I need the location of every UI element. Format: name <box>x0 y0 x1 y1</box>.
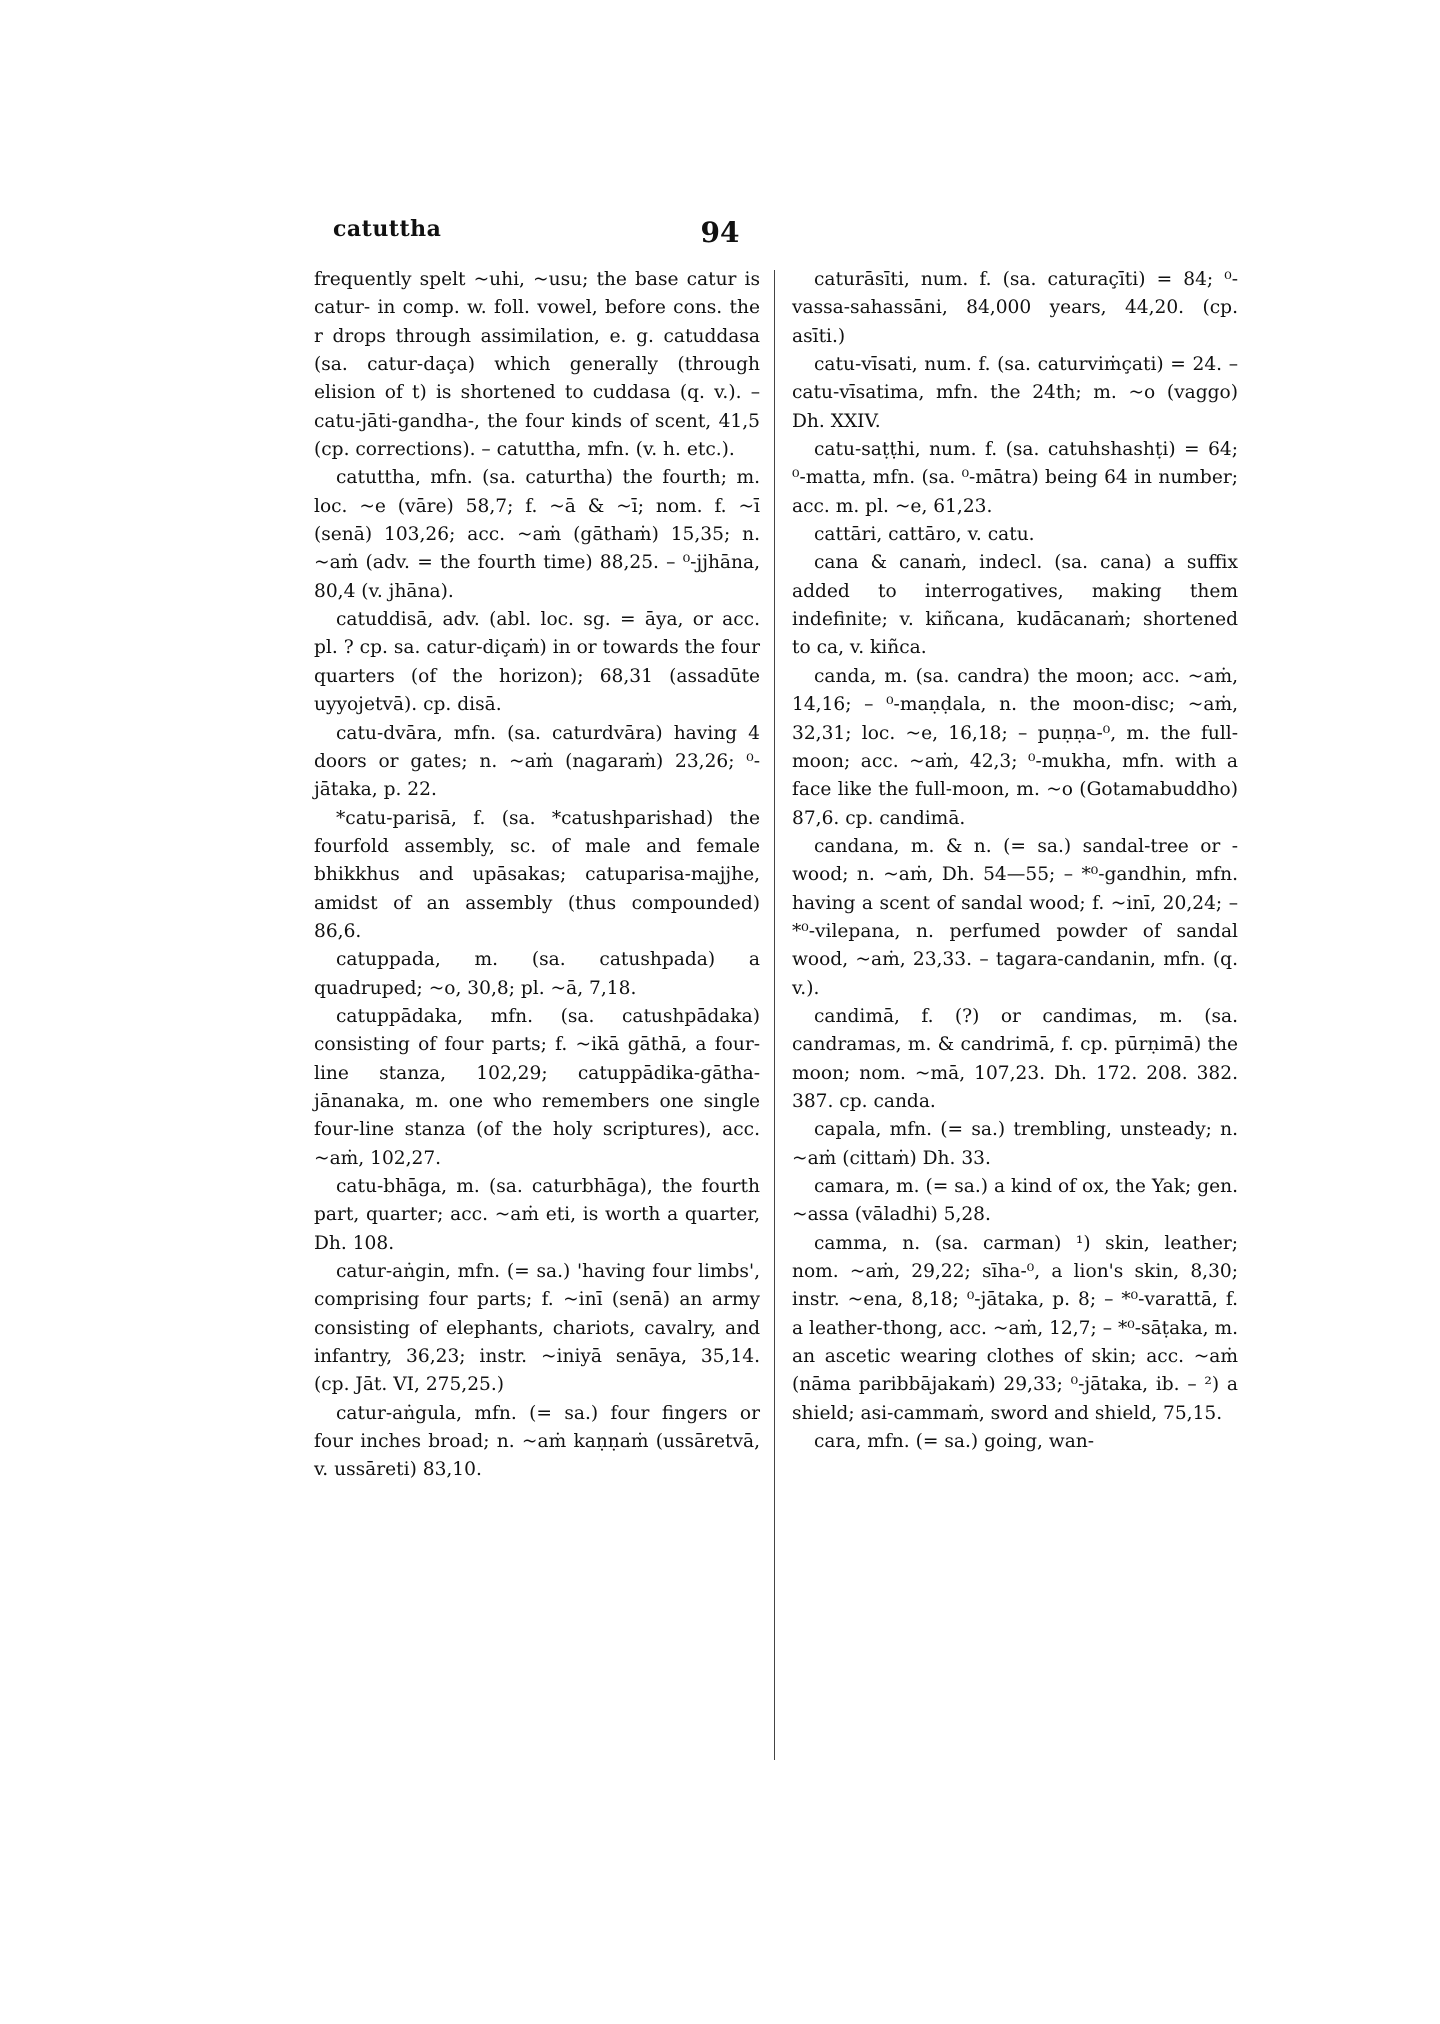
dictionary-entry: catu-vīsati, num. f. (sa. caturviṁçati) = 24. – catu-vīsatima, mfn. the 24th; m. ~o (vaggo) Dh. XXIV. <box>792 354 1238 432</box>
dictionary-entry: cana & canaṁ, indecl. (sa. cana) a suffix added to interrogatives, making them indefinite; v. kiñcana, kudācanaṁ; shortened to ca, v. kiñca. <box>792 552 1238 659</box>
dictionary-entry: cattāri, cattāro, v. catu. <box>814 524 1035 546</box>
dictionary-entry: catuppādaka, mfn. (sa. catushpādaka) consisting of four parts; f. ~ikā gāthā, a four-line stanza, 102,29; catuppādika-gātha-jānanaka, m. one who remembers one single four-line stanza (of the holy scriptures), acc. ~aṁ, 102,27. <box>314 1005 760 1169</box>
running-head: catuttha <box>333 216 442 242</box>
dictionary-entry: cara, mfn. (= sa.) going, wan- <box>814 1431 1095 1453</box>
dictionary-entry: catuttha, mfn. (sa. caturtha) the fourth; m. loc. ~e (vāre) 58,7; f. ~ā & ~ī; nom. f. ~ī (senā) 103,26; acc. ~aṁ (gāthaṁ) 15,35; n. ~aṁ (adv. = the fourth time) 88,25. – ⁰-jjhāna, 80,4 (v. jhāna). <box>314 467 760 602</box>
dictionary-entry: catur-aṅgin, mfn. (= sa.) 'having four limbs', comprising four parts; f. ~inī (senā) an army consisting of elephants, chariots, cavalry, and infantry, 36,23; instr. ~iniyā senāya, 35,14. (cp. Jāt. VI, 275,25.) <box>314 1261 760 1396</box>
dictionary-entry: catu-dvāra, mfn. (sa. caturdvāra) having 4 doors or gates; n. ~aṁ (nagaraṁ) 23,26; ⁰-jātaka, p. 22. <box>314 722 760 801</box>
left-column <box>314 266 760 1485</box>
dictionary-entry: frequently spelt ~uhi, ~usu; the base catur is catur- in comp. w. foll. vowel, before cons. the r drops through assimilation, e. g. catuddasa (sa. catur-daça) which generally (through elision of t) is shortened to cuddasa (q. v.). – catu-jāti-gandha-, the four kinds of scent, 41,5 (cp. corrections). – catuttha, mfn. (v. h. etc.). <box>314 269 760 461</box>
column-divider <box>774 270 775 1760</box>
dictionary-entry: catur-aṅgula, mfn. (= sa.) four fingers or four inches broad; n. ~aṁ kaṇṇaṁ (ussāretvā, v. ussāreti) 83,10. <box>314 1402 760 1481</box>
dictionary-entry: camma, n. (sa. carman) ¹) skin, leather; nom. ~aṁ, 29,22; sīha-⁰, a lion's skin, 8,30; instr. ~ena, 8,18; ⁰-jātaka, p. 8; – *⁰-varattā, f. a leather-thong, acc. ~aṁ, 12,7; – *⁰-sāṭaka, m. an ascetic wearing clothes of skin; acc. ~aṁ (nāma paribbājakaṁ) 29,33; ⁰-jātaka, ib. – ²) a shield; asi-cammaṁ, sword and shield, 75,15. <box>792 1232 1238 1424</box>
dictionary-entry: candana, m. & n. (= sa.) sandal-tree or -wood; n. ~aṁ, Dh. 54—55; – *⁰-gandhin, mfn. having a scent of sandal wood; f. ~inī, 20,24; – *⁰-vilepana, n. perfumed powder of sandal wood, ~aṁ, 23,33. – tagara-candanin, mfn. (q. v.). <box>792 835 1238 999</box>
dictionary-entry: canda, m. (sa. candra) the moon; acc. ~aṁ, 14,16; – ⁰-maṇḍala, n. the moon-disc; ~aṁ, 32,31; loc. ~e, 16,18; – puṇṇa-⁰, m. the full-moon; acc. ~aṁ, 42,3; ⁰-mukha, mfn. with a face like the full-moon, m. ~o (Gotamabuddho) 87,6. cp. candimā. <box>792 665 1238 829</box>
page-number: 94 <box>700 216 740 249</box>
dictionary-entry: catuppada, m. (sa. catushpada) a quadruped; ~o, 30,8; pl. ~ā, 7,18. <box>314 949 760 999</box>
dictionary-entry: capala, mfn. (= sa.) trembling, unsteady; n. ~aṁ (cittaṁ) Dh. 33. <box>792 1119 1238 1169</box>
dictionary-entry: *catu-parisā, f. (sa. *catushparishad) the fourfold assembly, sc. of male and female bhikkhus and upāsakas; catuparisa-majjhe, amidst of an assembly (thus compounded) 86,6. <box>314 807 760 942</box>
dictionary-entry: catu-bhāga, m. (sa. caturbhāga), the fourth part, quarter; acc. ~aṁ eti, is worth a quarter, Dh. 108. <box>314 1176 760 1254</box>
right-column <box>792 266 1238 1456</box>
dictionary-entry: candimā, f. (?) or candimas, m. (sa. candramas, m. & candrimā, f. cp. pūrṇimā) the moon; nom. ~mā, 107,23. Dh. 172. 208. 382. 387. cp. canda. <box>792 1005 1238 1112</box>
dictionary-entry: caturāsīti, num. f. (sa. caturaçīti) = 84; ⁰-vassa-sahassāni, 84,000 years, 44,20. (cp. asīti.) <box>792 269 1238 347</box>
dictionary-entry: catu-saṭṭhi, num. f. (sa. catuhshashṭi) = 64; ⁰-matta, mfn. (sa. ⁰-mātra) being 64 in number; acc. m. pl. ~e, 61,23. <box>792 439 1238 517</box>
dictionary-entry: catuddisā, adv. (abl. loc. sg. = āya, or acc. pl. ? cp. sa. catur-diçaṁ) in or towards the four quarters (of the horizon); 68,31 (assadūte uyyojetvā). cp. disā. <box>314 609 760 716</box>
dictionary-entry: camara, m. (= sa.) a kind of ox, the Yak; gen. ~assa (vāladhi) 5,28. <box>792 1176 1238 1226</box>
